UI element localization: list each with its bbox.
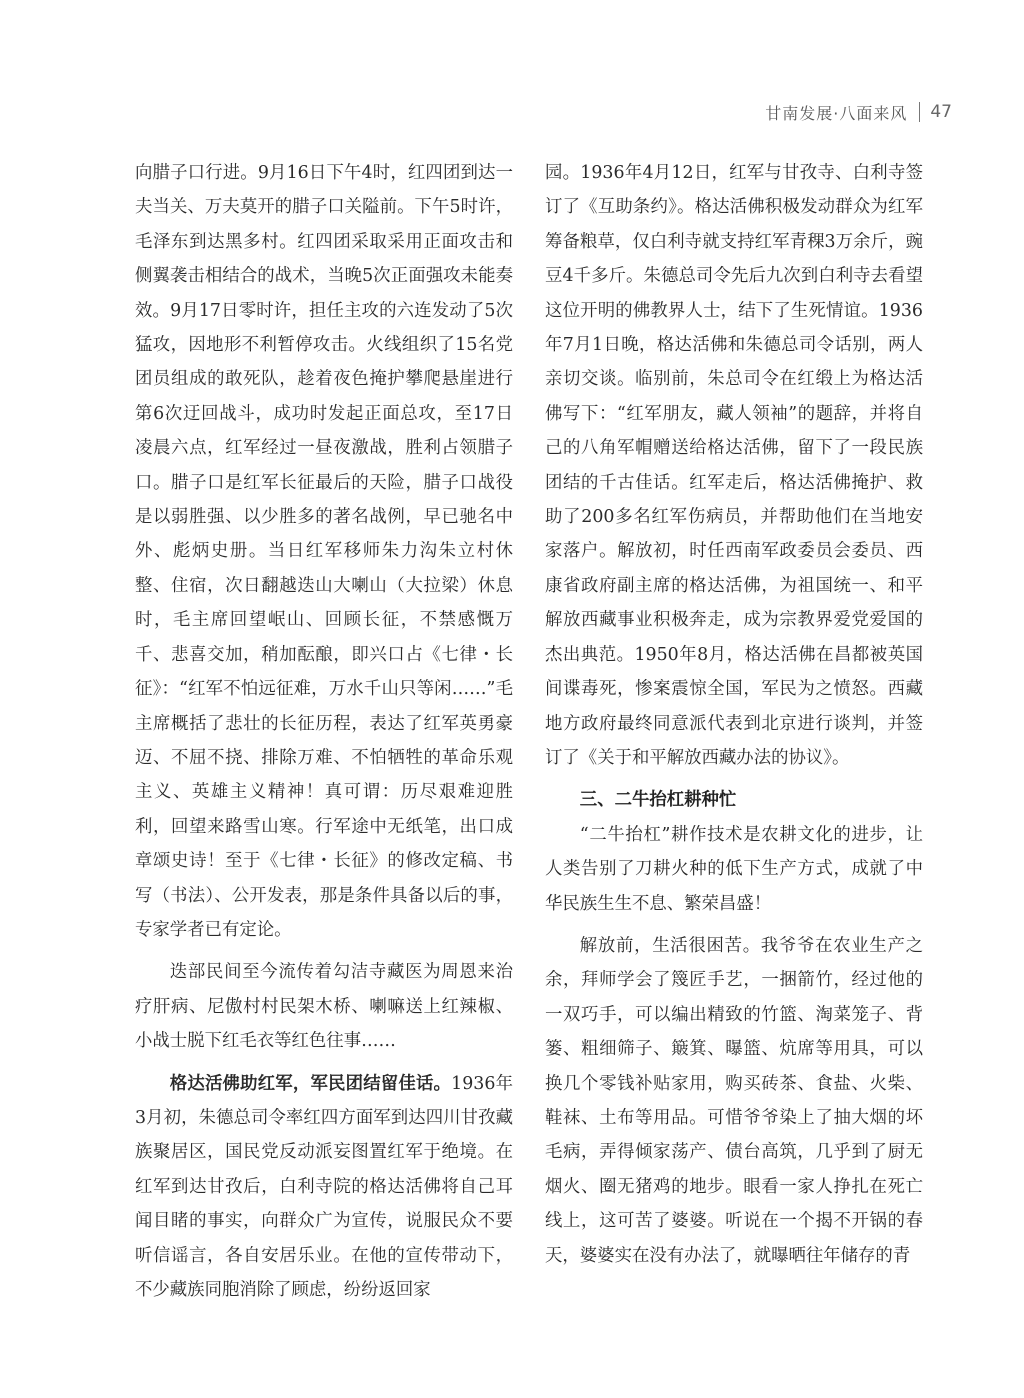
right-paragraph-2: “二牛抬杠”耕作技术是农耕文化的进步，让人类告别了刀耕火种的低下生产方式，成就了中华民族生生不息、繁荣昌盛！ (545, 824, 923, 914)
paragraph-body: 1936年3月初，朱德总司令率红四方面军到达四川甘孜藏族聚居区，国民党反动派妄图置红军于绝境。在红军到达甘孜后，白利寺院的格达活佛将自己耳闻目睹的事实，向群众广为宣传，说服民众不要听信谣言，各自安居乐业。在他的宣传带动下，不少藏族同胞消除了顾虑，纷纷返回家 (135, 1073, 513, 1300)
section-title: 甘南发展·八面来风 (765, 103, 908, 123)
page-number: 47 (930, 102, 952, 122)
right-column (545, 156, 923, 1273)
section-heading: 三、二牛抬杠耕种忙 (579, 790, 737, 811)
header-divider (919, 102, 920, 122)
left-column (135, 156, 513, 1307)
right-paragraph-3: 解放前，生活很困苦。我爷爷在农业生产之余，拜师学会了篾匠手艺，一捆箭竹，经过他的一双巧手，可以编出精致的竹篮、淘菜笼子、背篓、粗细筛子、簸箕、曝篮、炕席等用具，可以换几个零钱补贴家用，购买砖茶、食盐、火柴、鞋袜、土布等用品。可惜爷爷染上了抽大烟的坏毛病，弄得倾家荡产、债台高筑，几乎到了厨无烟火、圈无猪鸡的地步。眼看一家人挣扎在死亡线上，这可苦了婆婆。听说在一个揭不开锅的春天，婆婆实在没有办法了，就曝晒往年储存的青 (545, 935, 923, 1266)
running-header (765, 98, 952, 126)
left-paragraph-2: 迭部民间至今流传着勾洁寺藏医为周恩来治疗肝病、尼傲村村民架木桥、喇嘛送上红辣椒、小战士脱下红毛衣等红色往事…… (135, 962, 513, 1052)
right-paragraph-1: 园。1936年4月12日，红军与甘孜寺、白利寺签订了《互助条约》。格达活佛积极发动群众为红军筹备粮草，仅白利寺就支持红军青稞3万余斤，豌豆4千多斤。朱德总司令先后九次到白利寺去看望这位开明的佛教界人士，结下了生死情谊。1936年7月1日晚，格达活佛和朱德总司令话别，两人亲切交谈。临别前，朱总司令在红缎上为格达活佛写下：“红军朋友，藏人领袖”的题辞，并将自己的八角军帽赠送给格达活佛，留下了一段民族团结的千古佳话。红军走后，格达活佛掩护、救助了200多名红军伤病员，并帮助他们在当地安家落户。解放初，时任西南军政委员会委员、西康省政府副主席的格达活佛，为祖国统一、和平解放西藏事业积极奔走，成为宗教界爱党爱国的杰出典范。1950年8月，格达活佛在昌都被英国间谍毒死，惨案震惊全国，军民为之愤怒。西藏地方政府最终同意派代表到北京进行谈判，并签订了《关于和平解放西藏办法的协议》。 (545, 163, 923, 768)
paragraph-lead-phrase: 格达活佛助红军，军民团结留佳话。 (169, 1073, 452, 1094)
left-paragraph-1: 向腊子口行进。9月16日下午4时，红四团到达一夫当关、万夫莫开的腊子口关隘前。下午5时许，毛泽东到达黑多村。红四团采取采用正面攻击和侧翼袭击相结合的战术，当晚5次正面强攻未能奏效。9月17日零时许，担任主攻的六连发动了5次猛攻，因地形不利暂停攻击。火线组织了15名党团员组成的敢死队，趁着夜色掩护攀爬悬崖进行第6次迂回战斗，成功时发起正面总攻，至17日凌晨六点，红军经过一昼夜激战，胜利占领腊子口。腊子口是红军长征最后的天险，腊子口战役是以弱胜强、以少胜多的著名战例，早已驰名中外、彪炳史册。当日红军移师朱力沟朱立村休整、住宿，次日翻越迭山大喇山（大拉梁）休息时，毛主席回望岷山、回顾长征，不禁感慨万千、悲喜交加，稍加酝酿，即兴口占《七律・长征》：“红军不怕远征难，万水千山只等闲……”毛主席概括了悲壮的长征历程，表达了红军英勇豪迈、不屈不挠、排除万难、不怕牺牲的革命乐观主义、英雄主义精神！真可谓：历尽艰难迎胜利，回望来路雪山寒。行军途中无纸笔，出口成章颂史诗！至于《七律・长征》的修改定稿、书写（书法）、公开发表，那是条件具备以后的事，专家学者已有定论。 (135, 163, 513, 940)
left-paragraph-3 (135, 1067, 513, 1308)
